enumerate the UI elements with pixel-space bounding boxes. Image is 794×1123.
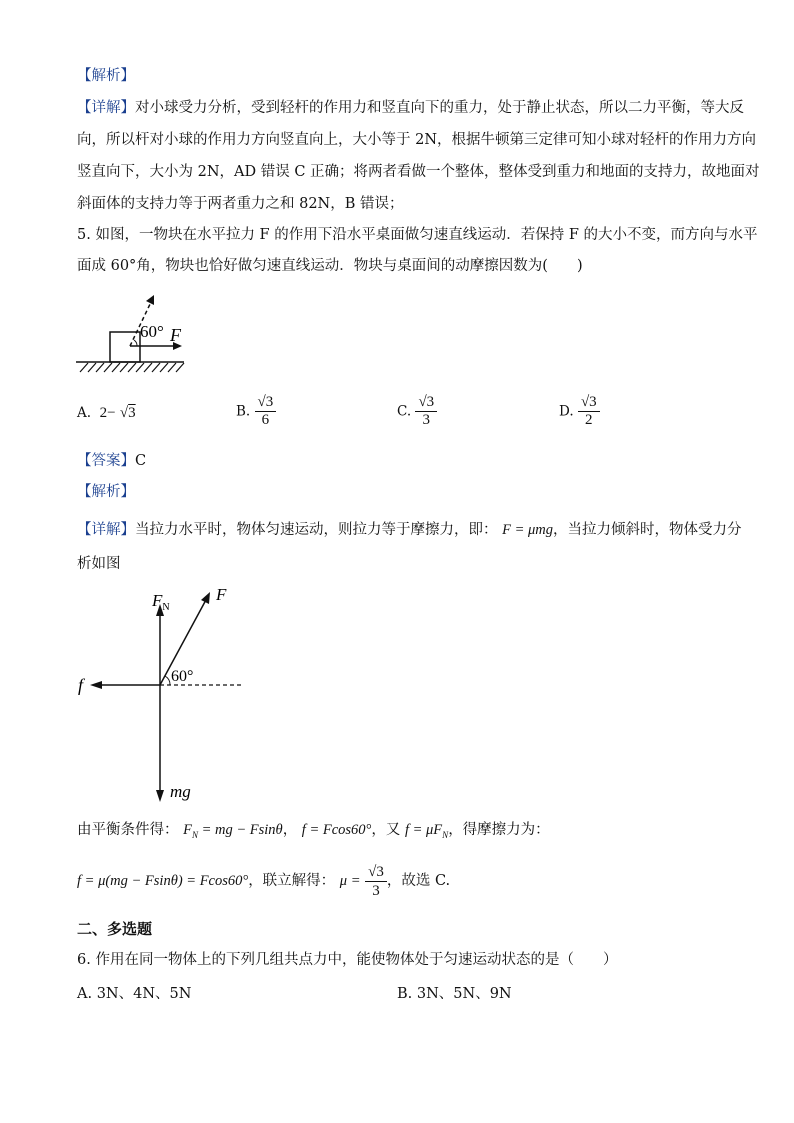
q5-stem-line-1: 5. 如图，一物块在水平拉力 F 的作用下沿水平桌面做匀速直线运动．若保持 F 的大小不变，而方向与水平 xyxy=(77,227,758,243)
balance-line: 由平衡条件得： $F_N$ = mg − Fsinθ， f = Fcos60°，又 $f = \mu F_N$，得摩擦力为： xyxy=(77,822,550,840)
q6-option-a: A. 3N、4N、5N xyxy=(77,986,192,1002)
q4-detail-line-3: 竖直向下，大小为 2N，AD 错误 C 正确；将两者看做一个整体，整体受到重力和地面的支持力，故地面对 xyxy=(77,164,760,180)
q5-option-c-num: √3 xyxy=(415,394,437,412)
q5-option-a-label: A. xyxy=(77,405,92,421)
q5-analysis-tag: 【解析】 xyxy=(77,484,135,500)
balance-mid: ，又 xyxy=(371,822,401,838)
q5-option-d-num: √3 xyxy=(578,394,600,412)
answer-tag: 【答案】 xyxy=(77,453,135,469)
q5-option-c-den: 3 xyxy=(422,412,431,428)
q5-option-d xyxy=(559,394,600,429)
q5-option-c-label: C. xyxy=(397,403,412,420)
final-eq: f = μ(mg − Fsinθ) = Fcos60° xyxy=(77,873,249,889)
q5-option-a xyxy=(77,405,136,422)
balance-suffix: ，得摩擦力为： xyxy=(448,822,550,838)
q5-stem-line-2: 面成 60°角，物块也恰好做匀速直线运动．物块与桌面间的动摩擦因数为( ) xyxy=(77,258,583,274)
q6-option-b: B. 3N、5N、9N xyxy=(397,986,512,1002)
q5-fig-force: F xyxy=(170,325,181,345)
q5-detail-tag: 【详解】 xyxy=(77,522,135,538)
q5-option-a-radical: √3 xyxy=(119,405,136,421)
fbd-mg-label: mg xyxy=(170,782,191,801)
section-2-title: 二、多选题 xyxy=(77,920,153,938)
fbd-fn-sub: N xyxy=(162,602,170,613)
q5-option-a-rad-value: 3 xyxy=(128,405,136,421)
balance-eq2: f = Fcos60° xyxy=(301,822,372,838)
detail-tag: 【详解】 xyxy=(77,100,135,116)
fbd-f-label: F xyxy=(216,585,227,604)
final-num: √3 xyxy=(365,863,387,882)
fbd-fn-label: $F_N$ xyxy=(152,591,170,613)
final-line xyxy=(77,862,450,900)
q5-option-b-fraction xyxy=(255,394,277,429)
q5-option-a-text: 2− xyxy=(99,405,116,421)
final-mid: ，联立解得： xyxy=(248,873,336,889)
q4-detail-line-1 xyxy=(77,98,744,118)
q5-detail-eq: F = μmg xyxy=(502,522,554,538)
q5-option-b-den: 6 xyxy=(261,412,270,428)
q5-detail-text-1a: 当拉力水平时，物体匀速运动，则拉力等于摩擦力，即： xyxy=(135,522,498,538)
q5-option-d-fraction xyxy=(578,394,600,429)
q5-option-d-label: D. xyxy=(559,403,574,420)
q5-option-c-fraction xyxy=(415,394,437,429)
q6-stem: 6. 作用在同一物体上的下列几组共点力中，能使物体处于匀速运动状态的是（ ） xyxy=(77,952,618,968)
q5-option-c xyxy=(397,394,437,429)
fbd-angle-label: 60° xyxy=(171,668,194,685)
q5-option-b-label: B. xyxy=(236,403,251,420)
final-fraction xyxy=(365,863,387,900)
q5-detail-text-1b: ，当拉力倾斜时，物体受力分 xyxy=(553,522,742,538)
analysis-tag: 【解析】 xyxy=(77,68,135,84)
q5-detail-line-2: 析如图 xyxy=(77,556,121,572)
balance-prefix: 由平衡条件得： xyxy=(77,822,179,838)
q5-option-b xyxy=(236,394,276,429)
final-mu: μ = xyxy=(339,873,361,889)
q5-option-b-num: √3 xyxy=(255,394,277,412)
q4-detail-text-1: 对小球受力分析，受到轻杆的作用力和竖直向下的重力，处于静止状态，所以二力平衡，等大反 xyxy=(135,100,744,116)
q5-block-figure xyxy=(74,286,190,376)
q5-answer-line xyxy=(77,451,146,471)
q5-answer-value: C xyxy=(135,453,147,469)
q4-detail-line-4: 斜面体的支持力等于两者重力之和 82N，B 错误； xyxy=(77,196,404,212)
final-den: 3 xyxy=(372,882,380,899)
q4-detail-line-2: 向，所以杆对小球的作用力方向竖直向上，大小等于 2N，根据牛顿第三定律可知小球对轻杆的作用力方向 xyxy=(77,132,757,148)
q5-detail-line-1 xyxy=(77,520,742,540)
free-body-diagram xyxy=(74,584,254,806)
balance-eq3: $f = \mu F_N$ xyxy=(404,822,449,840)
balance-eq1: $F_N$ = mg − Fsinθ xyxy=(183,822,283,840)
q5-fig-angle: 60° xyxy=(140,322,164,341)
q5-option-d-den: 2 xyxy=(585,412,593,428)
fbd-friction-label: f xyxy=(78,675,84,695)
final-suffix: ，故选 C. xyxy=(386,873,451,889)
